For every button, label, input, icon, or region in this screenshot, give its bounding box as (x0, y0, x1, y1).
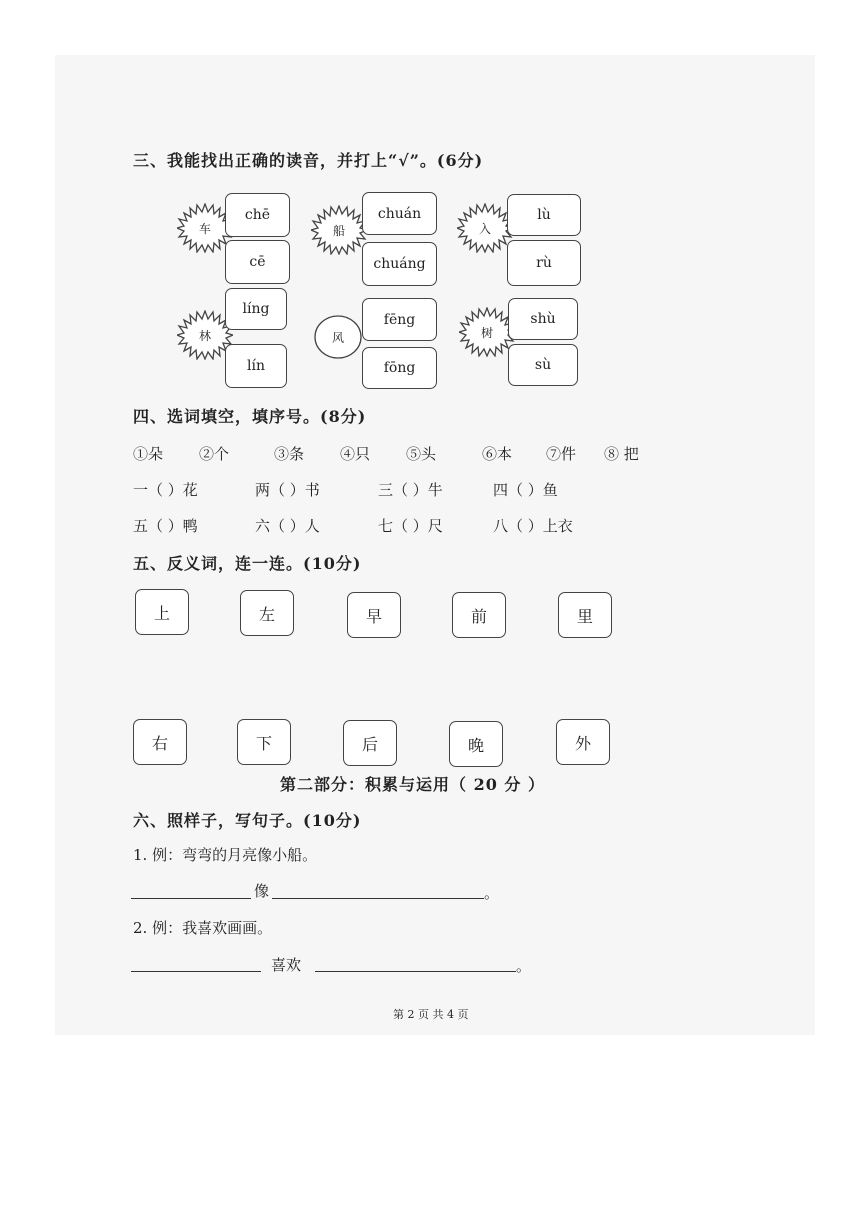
keyword-xihuan: 喜欢 (271, 956, 302, 974)
antonym-top-card[interactable]: 上 (135, 589, 189, 635)
answer-line[interactable] (131, 971, 261, 972)
char-badge-ru (457, 203, 513, 253)
section4-title: 四、选词填空，填序号。(8分) (133, 407, 367, 426)
word-option: ①朵 (133, 445, 164, 463)
end-mark: 。 (484, 884, 500, 902)
fill-blank[interactable]: 七（ ）尺 (378, 517, 443, 535)
fill-blank[interactable]: 三（ ）牛 (378, 481, 443, 499)
pinyin-option[interactable]: cē (225, 240, 290, 284)
word-option: ②个 (199, 445, 230, 463)
section6-title: 六、照样子，写句子。(10分) (133, 811, 362, 830)
fill-blank[interactable]: 八（ ）上衣 (493, 517, 573, 535)
pinyin-option[interactable]: fēng (362, 298, 437, 341)
char-label: 树 (480, 325, 493, 340)
fill-blank[interactable]: 五（ ）鸭 (133, 517, 198, 535)
antonym-top-card[interactable]: 前 (452, 592, 506, 638)
section5-title: 五、反义词，连一连。(10分) (133, 554, 362, 573)
word-option: ⑥本 (482, 445, 513, 463)
pinyin-option[interactable]: chuán (362, 192, 437, 235)
fill-blank[interactable]: 四（ ）鱼 (493, 481, 558, 499)
antonym-top-card[interactable]: 早 (347, 592, 401, 638)
example-sentence-2: 2. 例：我喜欢画画。 (133, 919, 273, 937)
antonym-bottom-card[interactable]: 晚 (449, 721, 503, 767)
pinyin-option[interactable]: rù (507, 240, 581, 286)
char-label: 入 (478, 221, 491, 236)
word-option: ⑤头 (406, 445, 437, 463)
keyword-xiang: 像 (254, 882, 270, 900)
antonym-bottom-card[interactable]: 后 (343, 720, 397, 766)
pinyin-option[interactable]: fōng (362, 347, 437, 389)
pinyin-option[interactable]: chē (225, 193, 290, 237)
word-option: ⑧ 把 (604, 445, 639, 463)
char-badge-shu (459, 307, 515, 357)
example-sentence-1: 1. 例：弯弯的月亮像小船。 (133, 846, 318, 864)
char-label: 船 (332, 223, 345, 238)
antonym-bottom-card[interactable]: 外 (556, 719, 610, 765)
fill-blank[interactable]: 两（ ）书 (255, 481, 320, 499)
char-badge-feng (313, 314, 363, 360)
pinyin-option[interactable]: sù (508, 344, 578, 386)
char-label: 风 (331, 330, 344, 345)
antonym-bottom-card[interactable]: 下 (237, 719, 291, 765)
antonym-top-card[interactable]: 左 (240, 590, 294, 636)
antonym-top-card[interactable]: 里 (558, 592, 612, 638)
antonym-bottom-card[interactable]: 右 (133, 719, 187, 765)
answer-line[interactable] (315, 971, 516, 972)
pinyin-option[interactable]: chuáng (362, 242, 437, 286)
page-number: 第 2 页 共 4 页 (393, 1008, 469, 1021)
fill-blank[interactable]: 一（ ）花 (133, 481, 198, 499)
word-option: ③条 (274, 445, 305, 463)
part2-title: 第二部分：积累与运用（ 20 分 ） (280, 775, 545, 794)
pinyin-option[interactable]: lín (225, 344, 287, 388)
word-option: ⑦件 (546, 445, 577, 463)
char-label: 林 (198, 328, 211, 343)
section3-title: 三、我能找出正确的读音，并打上“√”。(6分) (133, 151, 484, 170)
pinyin-option[interactable]: shù (508, 298, 578, 340)
pinyin-option[interactable]: lù (507, 194, 581, 236)
char-label: 车 (198, 221, 211, 236)
pinyin-option[interactable]: líng (225, 288, 287, 330)
answer-line[interactable] (131, 898, 251, 899)
fill-blank[interactable]: 六（ ）人 (255, 517, 320, 535)
end-mark: 。 (516, 957, 532, 975)
word-option: ④只 (340, 445, 371, 463)
char-badge-chuan (311, 205, 367, 255)
answer-line[interactable] (272, 898, 484, 899)
